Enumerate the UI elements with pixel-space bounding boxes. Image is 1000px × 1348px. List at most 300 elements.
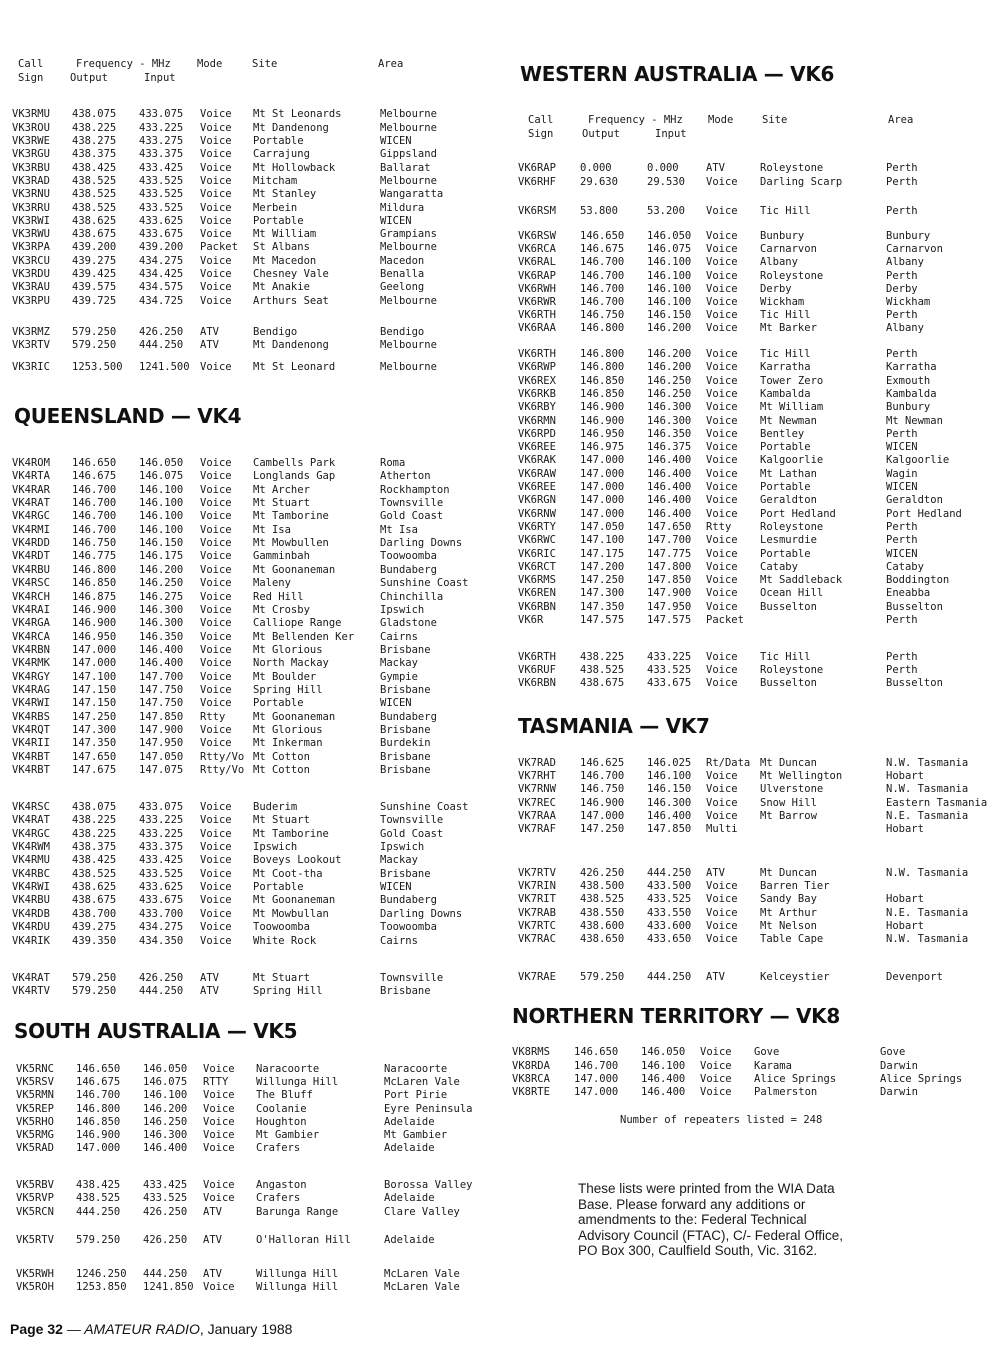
output-frequency: 438.225 [580, 651, 625, 663]
output-frequency: 146.700 [580, 296, 625, 308]
area: Eneabba [886, 587, 931, 600]
input-frequency: 146.375 [647, 441, 692, 454]
input-frequency: 426.250 [143, 1234, 188, 1246]
mode: Voice [706, 534, 738, 547]
input-frequency: 146.400 [647, 467, 692, 480]
output-frequency: 146.675 [580, 243, 625, 256]
input-frequency: 434.575 [139, 281, 184, 293]
output-frequency: 147.300 [72, 724, 117, 736]
site: Crafers [256, 1192, 301, 1204]
call-sign: VK4RWM [12, 841, 50, 854]
output-frequency: 146.800 [76, 1103, 121, 1115]
input-frequency: 146.400 [647, 810, 692, 822]
area: Adelaide [384, 1142, 435, 1154]
input-frequency: 433.525 [139, 867, 184, 880]
call-sign: VK6RAW [518, 467, 556, 480]
site: Willunga Hill [256, 1268, 339, 1280]
mode: Voice [200, 470, 232, 483]
output-frequency: 439.725 [72, 295, 117, 307]
site: Maleny [253, 577, 291, 590]
output-frequency: 146.700 [72, 510, 117, 523]
input-frequency: 146.150 [647, 309, 692, 322]
input-frequency: 146.300 [143, 1129, 188, 1141]
input-frequency: 433.625 [139, 215, 184, 227]
mode: Voice [706, 361, 738, 374]
site: Toowoomba [253, 921, 310, 934]
output-frequency: 147.675 [72, 764, 117, 777]
output-frequency: 146.625 [580, 757, 625, 769]
site: Roleystone [760, 520, 824, 533]
area: Brisbane [380, 724, 431, 736]
header-sign: Sign [528, 128, 554, 140]
call-sign: VK4RAG [12, 683, 50, 696]
site: Mt Bellenden Ker [253, 630, 355, 643]
site: Mt Lathan [760, 467, 817, 480]
call-sign: VK4RQT [12, 724, 50, 736]
input-frequency: 147.900 [647, 587, 692, 600]
site: Alice Springs [754, 1073, 837, 1085]
area: WICEN [380, 135, 412, 147]
output-frequency: 439.200 [72, 241, 117, 253]
input-frequency: 433.225 [647, 651, 692, 663]
area: Perth [886, 664, 918, 676]
call-sign: VK8RTE [512, 1086, 550, 1098]
site: Boveys Lookout [253, 854, 342, 867]
input-frequency: 434.275 [139, 921, 184, 934]
output-frequency: 438.550 [580, 907, 625, 919]
site: Mt Cotton [253, 750, 310, 763]
input-frequency: 147.050 [139, 750, 184, 763]
heading-queensland: QUEENSLAND — VK4 [14, 404, 242, 428]
area: Benalla [380, 268, 425, 280]
area: Perth [886, 205, 918, 217]
area: Exmouth [886, 374, 931, 387]
area: Karratha [886, 361, 937, 374]
area: N.W. Tasmania [886, 757, 969, 769]
mode: Voice [706, 387, 738, 400]
area: Perth [886, 614, 918, 626]
input-frequency: 146.100 [139, 510, 184, 523]
call-sign: VK7RHT [518, 770, 556, 782]
site: Derby [760, 282, 792, 295]
output-frequency: 146.700 [580, 282, 625, 295]
mode: Voice [200, 801, 232, 813]
call-sign: VK5RCN [16, 1206, 54, 1218]
mode: Voice [700, 1086, 732, 1098]
site: Mt Mowbullan [253, 907, 329, 920]
site: St Albans [253, 241, 310, 253]
output-frequency: 147.000 [580, 467, 625, 480]
call-sign: VK6RCT [518, 560, 556, 573]
call-sign: VK4RAI [12, 603, 50, 616]
site: Mt Archer [253, 483, 310, 496]
area: Atherton [380, 470, 431, 483]
output-frequency: 146.850 [76, 1116, 121, 1128]
mode: Voice [706, 230, 738, 242]
output-frequency: 146.950 [580, 427, 625, 440]
site: Tic Hill [760, 205, 811, 217]
input-frequency: 147.775 [647, 547, 692, 560]
site: Roleystone [760, 162, 824, 174]
site: Mt Glorious [253, 643, 323, 656]
site: Spring Hill [253, 683, 323, 696]
area: Perth [886, 534, 918, 547]
mode: Packet [200, 241, 238, 253]
call-sign: VK8RCA [512, 1073, 550, 1085]
call-sign: VK7RTV [518, 867, 556, 879]
mode: Voice [706, 441, 738, 454]
area: Albany [886, 256, 924, 269]
input-frequency: 433.225 [139, 827, 184, 840]
input-frequency: 146.350 [647, 427, 692, 440]
mode: Voice [200, 295, 232, 307]
area: Melbourne [380, 108, 437, 120]
output-frequency: 146.950 [72, 630, 117, 643]
input-frequency: 147.650 [647, 520, 692, 533]
site: Carrajung [253, 148, 310, 160]
input-frequency: 147.900 [139, 724, 184, 736]
output-frequency: 438.525 [72, 867, 117, 880]
output-frequency: 444.250 [76, 1206, 121, 1218]
site: Darling Scarp [760, 176, 843, 188]
area: Devenport [886, 971, 943, 983]
call-sign: VK4RWI [12, 881, 50, 894]
site: Mt Stuart [253, 814, 310, 827]
call-sign: VK3RAU [12, 281, 50, 293]
mode: Voice [200, 697, 232, 710]
area: WICEN [886, 547, 918, 560]
site: Mt Goonaneman [253, 710, 336, 723]
input-frequency: 146.200 [647, 322, 692, 335]
output-frequency: 147.250 [580, 574, 625, 587]
area: Adelaide [384, 1192, 435, 1204]
area: Boddington [886, 574, 950, 587]
call-sign: VK6RNW [518, 507, 556, 520]
call-sign: VK5RAD [16, 1142, 54, 1154]
site: Busselton [760, 600, 817, 613]
site: Geraldton [760, 494, 817, 507]
site: Bendigo [253, 326, 298, 338]
output-frequency: 438.600 [580, 920, 625, 932]
input-frequency: 1241.500 [139, 361, 190, 373]
call-sign: VK4RII [12, 737, 50, 750]
input-frequency: 146.100 [139, 483, 184, 496]
output-frequency: 147.000 [72, 643, 117, 656]
site: Mt Duncan [760, 757, 817, 769]
input-frequency: 146.300 [647, 414, 692, 427]
input-frequency: 146.250 [139, 577, 184, 590]
input-frequency: 147.850 [647, 574, 692, 587]
area: McLaren Vale [384, 1268, 460, 1280]
output-frequency: 146.850 [580, 374, 625, 387]
area: WICEN [380, 881, 412, 894]
area: Bundaberg [380, 563, 437, 576]
call-sign: VK6RAL [518, 256, 556, 269]
call-sign: VK5RHO [16, 1116, 54, 1128]
call-sign: VK5RMN [16, 1089, 54, 1101]
call-sign: VK7RNW [518, 783, 556, 795]
output-frequency: 1253.500 [72, 361, 123, 373]
call-sign: VK6RMS [518, 574, 556, 587]
input-frequency: 146.075 [143, 1076, 188, 1088]
mode: Voice [706, 664, 738, 676]
input-frequency: 146.050 [647, 230, 692, 242]
area: Hobart [886, 920, 924, 932]
mode: Voice [200, 841, 232, 854]
mode: Voice [200, 148, 232, 160]
mode: Voice [706, 243, 738, 256]
area: Darling Downs [380, 907, 463, 920]
area: Melbourne [380, 361, 437, 373]
input-frequency: 433.675 [647, 677, 692, 689]
site: O'Halloran Hill [256, 1234, 351, 1246]
output-frequency: 146.800 [580, 361, 625, 374]
input-frequency: 146.050 [143, 1063, 188, 1075]
input-frequency: 146.075 [647, 243, 692, 256]
call-sign: VK3RCU [12, 255, 50, 267]
call-sign: VK3RPA [12, 241, 50, 253]
site: Kambalda [760, 387, 811, 400]
mode: Voice [706, 374, 738, 387]
area: Cataby [886, 560, 924, 573]
output-frequency: 438.525 [72, 202, 117, 214]
output-frequency: 438.525 [72, 175, 117, 187]
mode: Voice [200, 563, 232, 576]
mode: Voice [706, 677, 738, 689]
call-sign: VK4RCA [12, 630, 50, 643]
site: Arthurs Seat [253, 295, 329, 307]
header-output: Output [70, 72, 108, 84]
output-frequency: 147.175 [580, 547, 625, 560]
call-sign: VK4RDB [12, 907, 50, 920]
site: White Rock [253, 934, 317, 947]
call-sign: VK7RAE [518, 971, 556, 983]
area: Grampians [380, 228, 437, 240]
site: Coolanie [256, 1103, 307, 1115]
site: Mt Saddleback [760, 574, 843, 587]
output-frequency: 146.700 [580, 770, 625, 782]
call-sign: VK7RAA [518, 810, 556, 822]
mode: Voice [200, 268, 232, 280]
mode: Voice [706, 907, 738, 919]
mode: Voice [706, 783, 738, 795]
call-sign: VK6RTH [518, 651, 556, 663]
area: Wickham [886, 296, 931, 308]
call-sign: VK4RBT [12, 750, 50, 763]
input-frequency: 146.250 [143, 1116, 188, 1128]
mode: Voice [200, 497, 232, 510]
area: Bendigo [380, 326, 425, 338]
output-frequency: 0.000 [580, 162, 612, 174]
input-frequency: 146.100 [647, 296, 692, 308]
input-frequency: 146.100 [647, 256, 692, 269]
site: North Mackay [253, 657, 329, 670]
input-frequency: 433.375 [139, 148, 184, 160]
area: Wangaratta [380, 188, 444, 200]
call-sign: VK4RSC [12, 801, 50, 813]
mode: Voice [706, 933, 738, 945]
mode: Voice [200, 523, 232, 536]
call-sign: VK6RAP [518, 162, 556, 174]
area: Adelaide [384, 1234, 435, 1246]
site: Ipswich [253, 841, 298, 854]
site: Mt Boulder [253, 670, 317, 683]
footer-dash: — [62, 1321, 85, 1337]
area: Mt Isa [380, 523, 418, 536]
area: Gold Coast [380, 827, 444, 840]
mode: Voice [200, 215, 232, 227]
output-frequency: 146.900 [580, 401, 625, 414]
site: Mt Anakie [253, 281, 310, 293]
input-frequency: 146.025 [647, 757, 692, 769]
mode: Voice [200, 894, 232, 907]
call-sign: VK8RMS [512, 1046, 550, 1058]
header-input: Input [144, 72, 176, 84]
site: Busselton [760, 677, 817, 689]
area: N.E. Tasmania [886, 907, 969, 919]
output-frequency: 438.225 [72, 827, 117, 840]
area: Sunshine Coast [380, 801, 469, 813]
area: Melbourne [380, 175, 437, 187]
mode: Rtty [200, 710, 226, 723]
mode: ATV [200, 326, 219, 338]
call-sign: VK6RTH [518, 348, 556, 360]
call-sign: VK4RAT [12, 497, 50, 510]
site: Sandy Bay [760, 893, 817, 905]
site: Spring Hill [253, 985, 323, 997]
mode: Voice [200, 590, 232, 603]
mode: ATV [706, 867, 725, 879]
mode: Voice [706, 414, 738, 427]
area: Darwin [880, 1060, 918, 1072]
output-frequency: 439.275 [72, 921, 117, 934]
area: WICEN [886, 441, 918, 454]
area: Hobart [886, 893, 924, 905]
input-frequency: 433.525 [139, 202, 184, 214]
mode: Voice [200, 881, 232, 894]
area: Burdekin [380, 737, 431, 750]
output-frequency: 438.500 [580, 880, 625, 892]
output-frequency: 147.250 [72, 710, 117, 723]
call-sign: VK3RNU [12, 188, 50, 200]
area: Bundaberg [380, 710, 437, 723]
area: Busselton [886, 677, 943, 689]
output-frequency: 146.700 [72, 483, 117, 496]
area: Gladstone [380, 617, 437, 630]
output-frequency: 146.700 [580, 269, 625, 282]
area: Rockhampton [380, 483, 450, 496]
output-frequency: 438.275 [72, 135, 117, 147]
input-frequency: 146.350 [139, 630, 184, 643]
input-frequency: 433.425 [139, 162, 184, 174]
output-frequency: 146.850 [72, 577, 117, 590]
area: Chinchilla [380, 590, 444, 603]
site: Willunga Hill [256, 1281, 339, 1293]
output-frequency: 146.750 [72, 537, 117, 550]
site: Roleystone [760, 269, 824, 282]
call-sign: VK6REX [518, 374, 556, 387]
output-frequency: 147.650 [72, 750, 117, 763]
input-frequency: 433.225 [139, 814, 184, 827]
input-frequency: 444.250 [139, 985, 184, 997]
note-line: amendments to the: Federal Technical [578, 1212, 807, 1227]
site: Houghton [256, 1116, 307, 1128]
input-frequency: 147.575 [647, 614, 692, 626]
output-frequency: 579.250 [72, 985, 117, 997]
call-sign: VK4RMU [12, 854, 50, 867]
output-frequency: 147.300 [580, 587, 625, 600]
mode: Voice [200, 108, 232, 120]
output-frequency: 439.275 [72, 255, 117, 267]
output-frequency: 1253.850 [76, 1281, 127, 1293]
mode: Voice [200, 921, 232, 934]
call-sign: VK4RWI [12, 697, 50, 710]
area: Alice Springs [880, 1073, 963, 1085]
output-frequency: 146.650 [574, 1046, 619, 1058]
area: Brisbane [380, 643, 431, 656]
area: N.W. Tasmania [886, 867, 969, 879]
site: Mt Dandenong [253, 339, 329, 351]
output-frequency: 146.650 [72, 457, 117, 469]
note-line: These lists were printed from the WIA Data [578, 1181, 835, 1196]
input-frequency: 444.250 [647, 867, 692, 879]
input-frequency: 147.850 [139, 710, 184, 723]
output-frequency: 147.150 [72, 683, 117, 696]
area: Geraldton [886, 494, 943, 507]
output-frequency: 146.650 [76, 1063, 121, 1075]
input-frequency: 433.675 [139, 228, 184, 240]
area: Albany [886, 322, 924, 335]
input-frequency: 434.350 [139, 934, 184, 947]
mode: Voice [706, 574, 738, 587]
site: Mt Isa [253, 523, 291, 536]
call-sign: VK6RCA [518, 243, 556, 256]
output-frequency: 147.000 [580, 494, 625, 507]
mode: Voice [203, 1103, 235, 1115]
call-sign: VK3RWU [12, 228, 50, 240]
output-frequency: 438.525 [72, 188, 117, 200]
site: Red Hill [253, 590, 304, 603]
call-sign: VK4RGY [12, 670, 50, 683]
site: Naracoorte [256, 1063, 320, 1075]
area: N.W. Tasmania [886, 783, 969, 795]
mode: Voice [200, 724, 232, 736]
mode: Voice [200, 934, 232, 947]
input-frequency: 146.300 [647, 797, 692, 809]
call-sign: VK3RMU [12, 108, 50, 120]
call-sign: VK7RAB [518, 907, 556, 919]
mode: Voice [200, 814, 232, 827]
output-frequency: 146.700 [580, 256, 625, 269]
mode: Voice [700, 1073, 732, 1085]
site: Mt Hollowback [253, 162, 336, 174]
area: Borossa Valley [384, 1179, 473, 1191]
input-frequency: 146.075 [139, 470, 184, 483]
output-frequency: 1246.250 [76, 1268, 127, 1280]
input-frequency: 434.425 [139, 268, 184, 280]
area: Melbourne [380, 339, 437, 351]
area: Townsville [380, 814, 444, 827]
call-sign: VK5RTV [16, 1234, 54, 1246]
input-frequency: 433.625 [139, 881, 184, 894]
header-call: Call [528, 114, 554, 126]
mode: Voice [200, 670, 232, 683]
mode: ATV [203, 1206, 222, 1218]
call-sign: VK3RWI [12, 215, 50, 227]
input-frequency: 146.400 [647, 494, 692, 507]
call-sign: VK4ROM [12, 457, 50, 469]
area: Townsville [380, 497, 444, 510]
